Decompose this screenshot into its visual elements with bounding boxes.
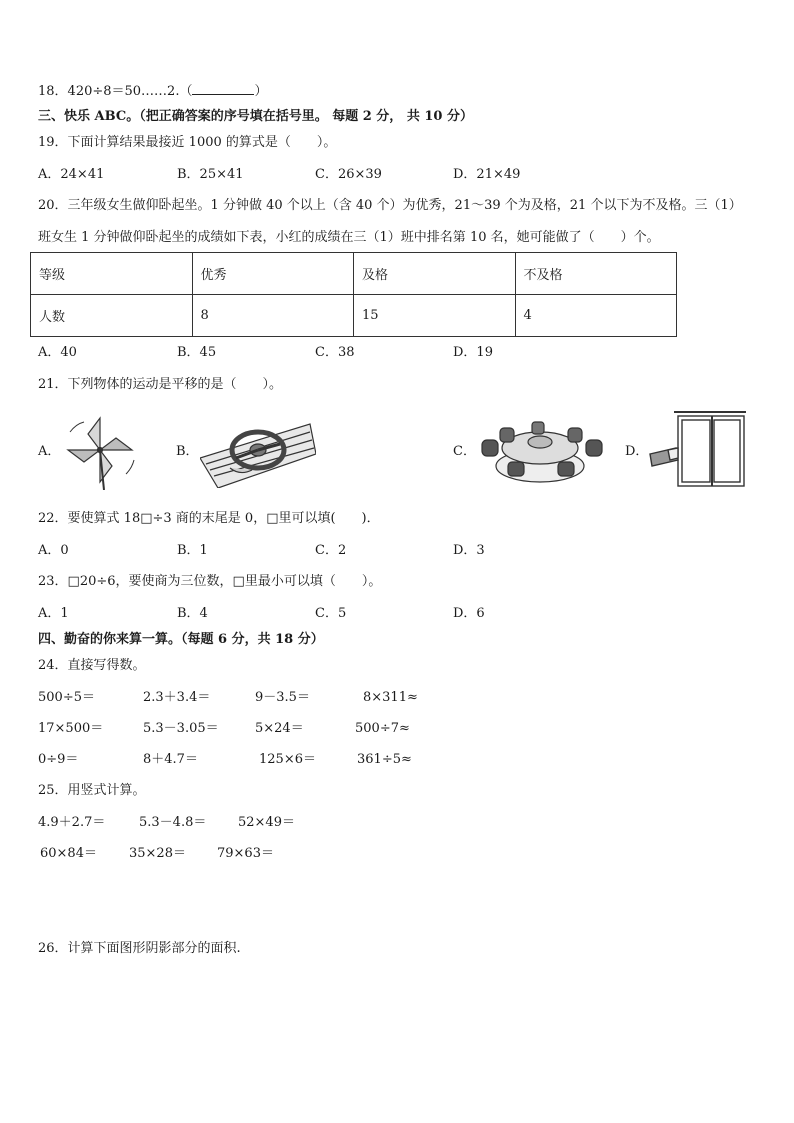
calc-item: 2.3＋3.4＝: [143, 690, 211, 705]
table-header-cell: 不及格: [515, 253, 677, 295]
q21-option-b[interactable]: B．: [176, 444, 199, 459]
question-25-stem: 25．用竖式计算。: [38, 783, 146, 798]
q20-option-d[interactable]: D．19: [453, 345, 493, 360]
q22-option-a[interactable]: A．0: [38, 543, 69, 558]
question-20-stem-line2: 班女生 1 分钟做仰卧起坐的成绩如下表，小红的成绩在三（1）班中排名第 10 名，她可能做了（ ）个。: [38, 230, 660, 245]
table-cell: 8: [192, 295, 354, 337]
question-21-stem: 21．下列物体的运动是平移的是（ ）。: [38, 377, 283, 392]
calc-item: 5×24＝: [255, 721, 304, 736]
pinwheel-icon: [60, 412, 140, 494]
q22-option-d[interactable]: D．3: [453, 543, 485, 558]
vertical-calc-item: 60×84＝: [40, 846, 97, 861]
vertical-calc-item: 35×28＝: [129, 846, 186, 861]
calc-item: 361÷5≈: [357, 752, 412, 767]
vertical-calc-item: 5.3－4.8＝: [139, 815, 207, 830]
calc-item: 500÷7≈: [355, 721, 410, 736]
calc-item: 17×500＝: [38, 721, 104, 736]
calc-item: 5.3－3.05＝: [143, 721, 219, 736]
q22-option-c[interactable]: C．2: [315, 543, 347, 558]
question-19-stem: 19．下面计算结果最接近 1000 的算式是（ ）。: [38, 135, 337, 150]
q19-option-a[interactable]: A．24×41: [38, 167, 105, 182]
q21-option-d[interactable]: D．: [625, 444, 649, 459]
calc-item: 500÷5＝: [38, 690, 95, 705]
q23-option-b[interactable]: B．4: [177, 606, 208, 621]
calc-item: 9－3.5＝: [255, 690, 310, 705]
q19-option-c[interactable]: C．26×39: [315, 167, 382, 182]
q18-close: ）: [254, 84, 268, 99]
steering-wheel-icon: [200, 418, 316, 492]
vertical-calc-item: 4.9＋2.7＝: [38, 815, 106, 830]
q23-option-d[interactable]: D．6: [453, 606, 485, 621]
q23-option-c[interactable]: C．5: [315, 606, 347, 621]
q19-option-b[interactable]: B．25×41: [177, 167, 244, 182]
table-row: [31, 295, 677, 337]
question-20-stem-line1: 20．三年级女生做仰卧起坐。1 分钟做 40 个以上（含 40 个）为优秀，21～39 个为及格，21 个以下为不及格。三（1）: [38, 198, 742, 213]
table-header-row: [31, 253, 677, 295]
calc-item: 0÷9＝: [38, 752, 79, 767]
q22-option-b[interactable]: B．1: [177, 543, 208, 558]
table-cell: 人数: [31, 295, 193, 337]
vertical-calc-item: 52×49＝: [238, 815, 295, 830]
q20-option-c[interactable]: C．38: [315, 345, 355, 360]
sliding-window-icon: [648, 410, 748, 492]
table-header-cell: 优秀: [192, 253, 354, 295]
calc-item: 8＋4.7＝: [143, 752, 198, 767]
table-header-cell: 及格: [354, 253, 516, 295]
calc-item: 125×6＝: [259, 752, 316, 767]
answer-blank[interactable]: [192, 82, 254, 95]
score-table: [30, 252, 677, 337]
question-22-stem: 22．要使算式 18□÷3 商的末尾是 0，□里可以填( )．: [38, 511, 380, 526]
q18-text: 18．420÷8＝50……2.（: [38, 84, 193, 99]
table-cell: 15: [354, 295, 516, 337]
calc-item: 8×311≈: [363, 690, 418, 705]
question-24-stem: 24．直接写得数。: [38, 658, 146, 673]
vertical-calc-item: 79×63＝: [217, 846, 274, 861]
question-18: [38, 82, 267, 100]
q21-option-a[interactable]: A．: [38, 444, 61, 459]
q19-option-d[interactable]: D．21×49: [453, 167, 521, 182]
table-header-cell: 等级: [31, 253, 193, 295]
carousel-icon: [478, 418, 606, 494]
q21-option-c[interactable]: C．: [453, 444, 476, 459]
q20-option-b[interactable]: B．45: [177, 345, 217, 360]
q23-option-a[interactable]: A．1: [38, 606, 69, 621]
question-26-stem: 26．计算下面图形阴影部分的面积.: [38, 941, 241, 956]
table-cell: 4: [515, 295, 677, 337]
section-4-heading: 四、勤奋的你来算一算。（每题 6 分，共 18 分）: [38, 632, 324, 647]
q20-option-a[interactable]: A．40: [38, 345, 77, 360]
section-3-heading: 三、快乐 ABC。（把正确答案的序号填在括号里。 每题 2 分， 共 10 分）: [38, 109, 473, 124]
question-23-stem: 23．□20÷6，要使商为三位数，□里最小可以填（ ）。: [38, 574, 382, 589]
